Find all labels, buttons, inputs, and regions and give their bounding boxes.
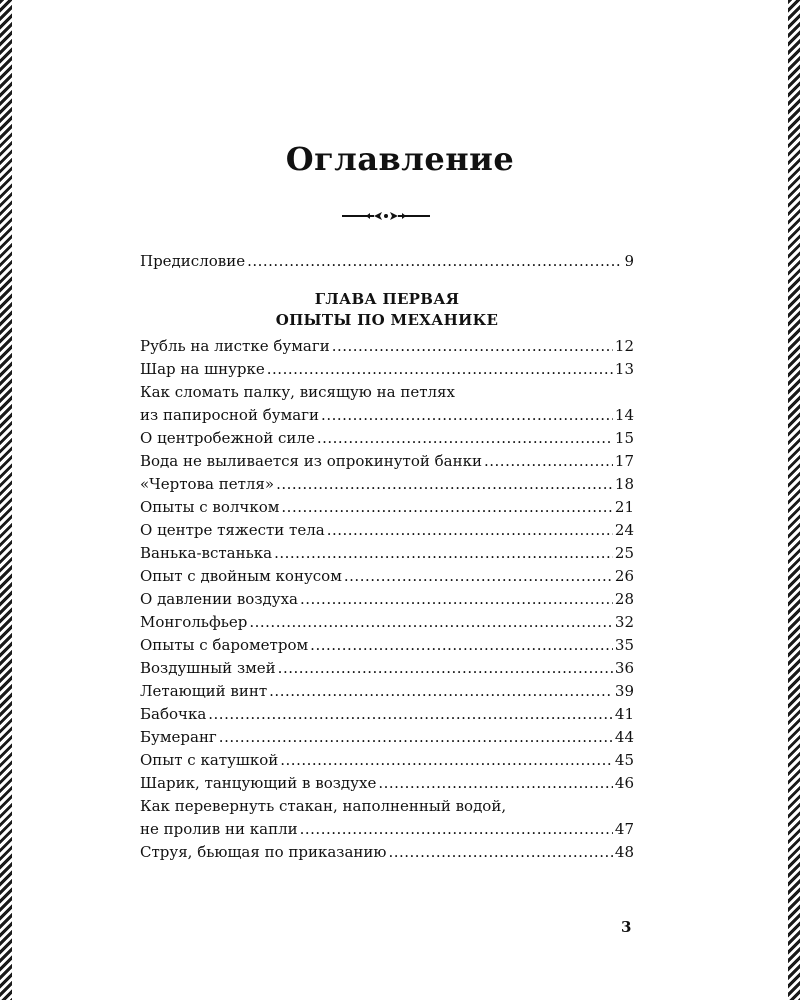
toc-dot-leader [274,542,613,565]
toc-dot-leader [281,496,613,519]
toc-entry-row [140,680,634,703]
toc-dot-leader [269,680,613,703]
toc-entry-label: Опыт с двойным конусом [140,567,342,585]
toc-dot-leader [300,818,613,841]
toc-entry[interactable] [140,542,634,565]
toc-entry[interactable] [140,611,634,634]
toc-dot-leader [247,250,622,273]
toc-entry-label: не пролив ни капли [140,820,298,838]
toc-entry-label-line1: Как перевернуть стакан, наполненный водой, [140,797,507,815]
toc-entry-row [140,542,634,565]
toc-entry-label: из папиросной бумаги [140,406,320,424]
toc-entry-page: 32 [614,613,634,631]
toc-dot-leader [208,703,613,726]
table-of-contents [140,250,634,864]
toc-entry-row [140,841,634,864]
toc-entry-label: Опыт с катушкой [140,751,279,769]
toc-dot-leader [310,634,613,657]
toc-entry-page: 28 [614,590,634,608]
toc-entry-label: Ванька-встанька [140,544,273,562]
toc-entry[interactable] [140,680,634,703]
toc-entry[interactable] [140,726,634,749]
toc-entry[interactable] [140,450,634,473]
toc-entry-row [140,772,634,795]
toc-entry-page: 21 [614,498,634,516]
toc-dot-leader [249,611,613,634]
toc-entry-page: 18 [614,475,634,493]
toc-entry[interactable] [140,841,634,864]
toc-dot-leader [332,335,613,358]
toc-entry-page: 35 [614,636,634,654]
toc-entry-page: 46 [614,774,634,792]
toc-entry-page: 12 [614,337,634,355]
toc-entry-label: Воздушный змей [140,659,276,677]
toc-dot-leader [388,841,612,864]
toc-dot-leader [300,588,613,611]
toc-entry-label: Вода не выливается из опрокинутой банки [140,452,482,470]
toc-entry-label: «Чертова петля» [140,475,275,493]
toc-entry-row [140,565,634,588]
toc-entry-row [140,404,634,427]
toc-entry[interactable] [140,335,634,358]
toc-entry-page: 24 [614,521,634,539]
toc-entry-page: 39 [614,682,634,700]
toc-entry-page: 15 [614,429,634,447]
chapter-number: ГЛАВА ПЕРВАЯ [314,290,460,308]
toc-dot-leader [484,450,613,473]
toc-entry-page: 47 [614,820,634,838]
toc-entry[interactable] [140,749,634,772]
toc-dot-leader [267,358,613,381]
toc-entry-label: Бумеранг [140,728,217,746]
ornament-divider-icon [340,208,432,224]
toc-entry[interactable] [140,657,634,680]
toc-entry-preface[interactable] [140,250,634,273]
toc-entry-page: 45 [614,751,634,769]
toc-entry-page: 26 [614,567,634,585]
toc-entry-row [140,519,634,542]
toc-entry-row [140,726,634,749]
toc-dot-leader [280,749,613,772]
toc-entry[interactable] [140,565,634,588]
toc-dot-leader [327,519,613,542]
toc-entry[interactable] [140,703,634,726]
toc-dot-leader [317,427,613,450]
toc-entry-list [140,335,634,864]
toc-entry-label: Бабочка [140,705,207,723]
toc-entry-row [140,588,634,611]
toc-dot-leader [344,565,613,588]
chapter-title: ОПЫТЫ ПО МЕХАНИКЕ [275,311,499,329]
toc-entry-label: Шарик, танцующий в воздухе [140,774,377,792]
toc-entry-row [140,427,634,450]
toc-entry[interactable] [140,496,634,519]
toc-entry-page: 9 [624,252,634,270]
toc-entry-row [140,657,634,680]
toc-entry-page: 44 [614,728,634,746]
toc-entry[interactable] [140,772,634,795]
toc-entry-row [140,818,634,841]
toc-entry-label: О центре тяжести тела [140,521,325,539]
toc-dot-leader [278,657,613,680]
toc-entry-row [140,634,634,657]
toc-entry-label: Шар на шнурке [140,360,265,378]
toc-entry[interactable] [140,427,634,450]
chapter-heading [140,289,634,331]
toc-entry-page: 25 [614,544,634,562]
page-number: 3 [621,918,632,936]
toc-entry-page: 17 [614,452,634,470]
toc-entry-label: Летающий винт [140,682,268,700]
toc-entry-page: 13 [614,360,634,378]
toc-entry-page: 36 [614,659,634,677]
toc-entry[interactable] [140,519,634,542]
toc-entry[interactable] [140,588,634,611]
toc-entry-label: О центробежной силе [140,429,315,447]
toc-entry-page: 48 [614,843,634,861]
toc-entry-page: 41 [614,705,634,723]
toc-dot-leader [321,404,613,427]
toc-entry[interactable] [140,358,634,381]
toc-entry-row [140,749,634,772]
toc-dot-leader [276,473,613,496]
toc-entry[interactable] [140,634,634,657]
toc-entry-label: Монгольфьер [140,613,248,631]
toc-entry-label: О давлении воздуха [140,590,298,608]
toc-entry[interactable] [140,381,634,427]
toc-dot-leader [378,772,613,795]
page-title: Оглавление [285,140,515,178]
toc-entry-row [140,473,634,496]
toc-entry-label: Предисловие [140,252,246,270]
toc-entry-label: Опыты с барометром [140,636,309,654]
toc-entry-label: Рубль на листке бумаги [140,337,330,355]
toc-entry-row [140,703,634,726]
toc-entry[interactable] [140,795,634,841]
toc-entry-label: Опыты с волчком [140,498,280,516]
toc-entry-row [140,450,634,473]
toc-entry[interactable] [140,473,634,496]
toc-entry-label-line1: Как сломать палку, висящую на петлях [140,383,455,401]
toc-entry-row [140,358,634,381]
toc-dot-leader [219,726,613,749]
toc-entry-page: 14 [614,406,634,424]
toc-entry-row [140,611,634,634]
toc-entry-label: Струя, бьющая по приказанию [140,843,387,861]
toc-entry-row [140,335,634,358]
toc-entry-row [140,496,634,519]
